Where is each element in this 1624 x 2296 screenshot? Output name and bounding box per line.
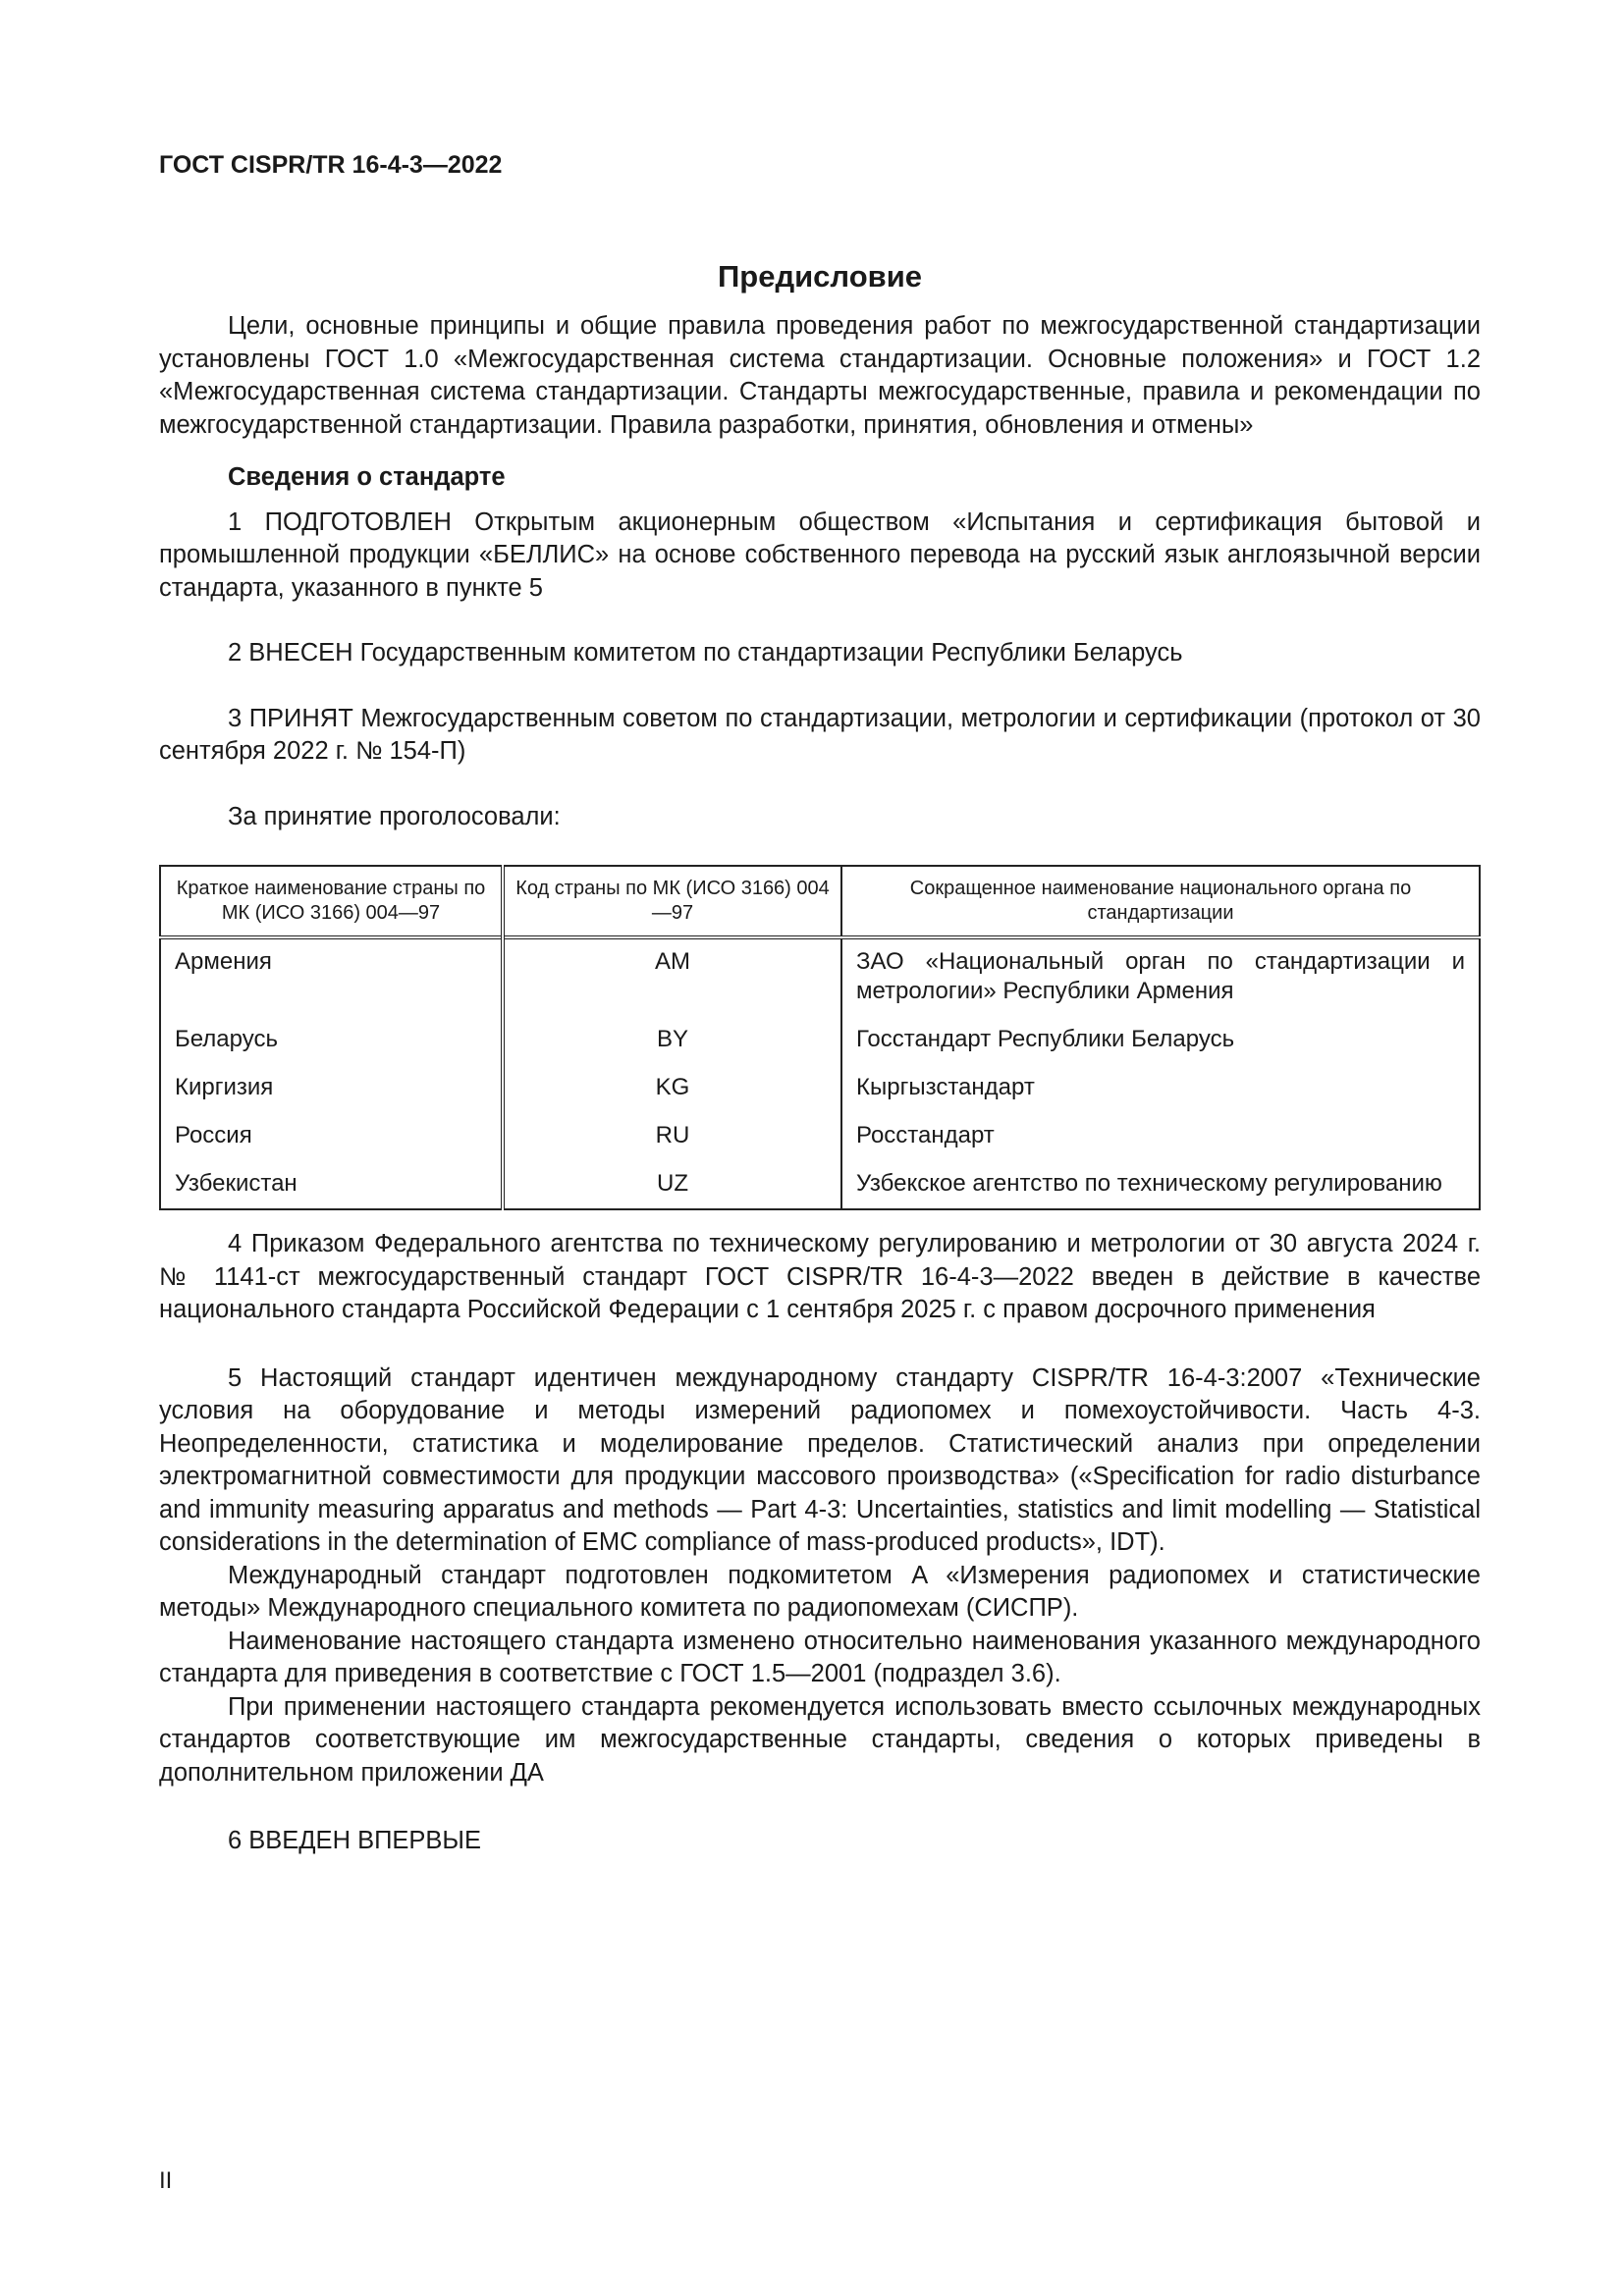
item-2: 2 ВНЕСЕН Государственным комитетом по стандартизации Республики Беларусь [228, 639, 1183, 667]
item-6: 6 ВВЕДЕН ВПЕРВЫЕ [228, 1827, 482, 1854]
vote-intro: За принятие проголосовали: [228, 802, 561, 830]
intro-paragraph: Цели, основные принципы и общие правила проведения работ по межгосударственной стандартизации установлены ГОСТ 1.0 «Межгосударственная система стандартизации. Основные положения» и ГОСТ 1.2 «Межгосударственная система стандартизации. Стандарты межгосударственные, правила и рекомендации по межгосударственной стандартизации. Правила разработки, принятия, обновления и отмены» [159, 312, 1481, 439]
country-cell: Армения [160, 937, 503, 1016]
body-cell: Госстандарт Республики Беларусь [841, 1016, 1480, 1064]
header-country: Краткое наименование страны по МК (ИСО 3166) 004—97 [160, 866, 503, 937]
country-cell: Россия [160, 1112, 503, 1160]
voting-table [159, 865, 1481, 1210]
country-cell: Узбекистан [160, 1160, 503, 1209]
code-cell: BY [503, 1016, 841, 1064]
country-cell: Беларусь [160, 1016, 503, 1064]
page-number: II [159, 2167, 173, 2194]
section-heading: Сведения о стандарте [228, 463, 506, 491]
country-cell: Киргизия [160, 1064, 503, 1112]
table-row [160, 1160, 1480, 1209]
item-5: 5 Настоящий стандарт идентичен международному стандарту CISPR/TR 16-4-3:2007 «Технические условия на оборудование и методы измерений радиопомех и помехоустойчивости. Часть 4-3. Неопределенности, статистика и моделирование пределов. Статистический анализ при определении электромагнитной совместимости для продукции массового производства» («Specification for radio disturbance and immunity measuring apparatus and methods — Part 4-3: Uncertainties, statistics and limit modelling — Statistical considerations in the determination of EMC compliance of mass-produced products», IDT). [159, 1363, 1481, 1556]
body-cell: Кыргызстандарт [841, 1064, 1480, 1112]
body-cell: Росстандарт [841, 1112, 1480, 1160]
header-body: Сокращенное наименование национального органа по стандартизации [841, 866, 1480, 937]
item-4: 4 Приказом Федерального агентства по техническому регулированию и метрологии от 30 августа 2024 г. № 1141-ст межгосударственный стандарт ГОСТ CISPR/TR 16-4-3—2022 введен в действие в качестве национального стандарта Российской Федерации с 1 сентября 2025 г. с правом досрочного применения [159, 1230, 1481, 1323]
body-cell: ЗАО «Национальный орган по стандартизации и метрологии» Республики Армения [841, 937, 1480, 1016]
item-5-paragraph-4: При применении настоящего стандарта рекомендуется использовать вместо ссылочных международных стандартов соответствующие им межгосударственные стандарты, сведения о которых приведены в дополнительном приложении ДА [159, 1692, 1481, 1787]
item-1: 1 ПОДГОТОВЛЕН Открытым акционерным обществом «Испытания и сертификация бытовой и промышленной продукции «БЕЛЛИС» на основе собственного перевода на русский язык англоязычной версии стандарта, указанного в пункте 5 [159, 507, 1481, 602]
item-5-paragraph-2: Международный стандарт подготовлен подкомитетом A «Измерения радиопомех и статистические методы» Международного специального комитета по радиопомехам (СИСПР). [159, 1561, 1481, 1622]
item-3: 3 ПРИНЯТ Межгосударственным советом по стандартизации, метрологии и сертификации (протокол от 30 сентября 2022 г. № 154-П) [159, 704, 1481, 765]
document-page [159, 147, 1481, 1858]
table-row [160, 1112, 1480, 1160]
body-cell: Узбекское агентство по техническому регулированию [841, 1160, 1480, 1209]
code-cell: UZ [503, 1160, 841, 1209]
table-row [160, 1016, 1480, 1064]
table-header-row [160, 866, 1480, 937]
code-cell: RU [503, 1112, 841, 1160]
item-5-paragraph-3: Наименование настоящего стандарта изменено относительно наименования указанного международного стандарта для приведения в соответствие с ГОСТ 1.5—2001 (подраздел 3.6). [159, 1627, 1481, 1687]
code-cell: AM [503, 937, 841, 1016]
code-cell: KG [503, 1064, 841, 1112]
table-row [160, 937, 1480, 1016]
table-row [160, 1064, 1480, 1112]
header-code: Код страны по МК (ИСО 3166) 004—97 [503, 866, 841, 937]
document-code: ГОСТ CISPR/TR 16-4-3—2022 [159, 151, 503, 179]
page-title: Предисловие [717, 259, 922, 294]
